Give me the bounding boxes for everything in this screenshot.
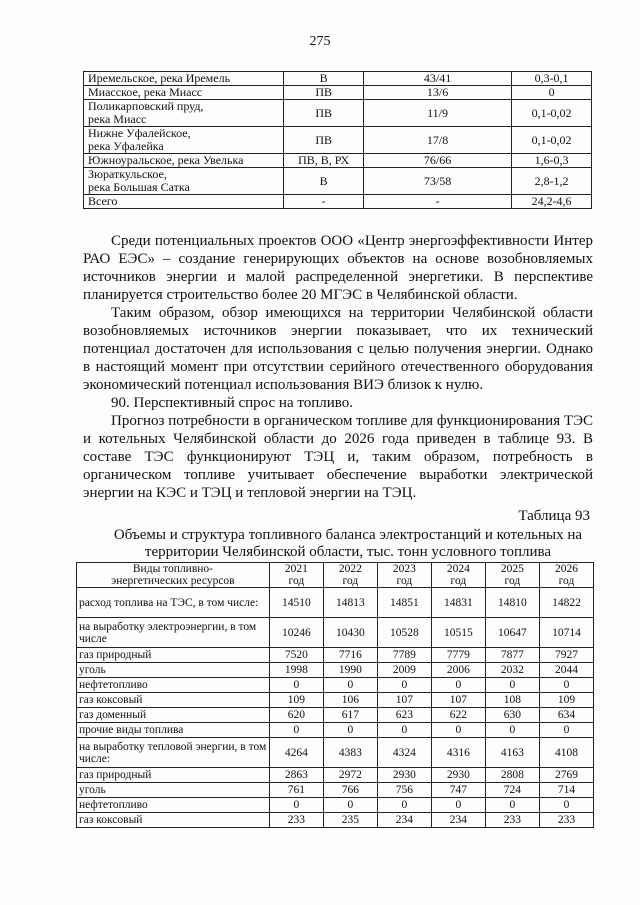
site-name-cell: Иремельское, река Иремель [84, 72, 284, 86]
table-row [77, 678, 594, 693]
value-cell: 0 [269, 723, 323, 738]
resource-name-cell: прочие виды топлива [77, 723, 270, 738]
value-cell: 724 [485, 783, 539, 798]
year-header-cell: 2022 год [323, 563, 377, 588]
value-cell: 107 [431, 693, 485, 708]
value-cell: 7927 [539, 648, 593, 663]
value-cell: 0 [431, 723, 485, 738]
type-cell: ПВ [284, 86, 364, 100]
value-cell: 7877 [485, 648, 539, 663]
count-cell: 13/6 [364, 86, 512, 100]
table-row [77, 768, 594, 783]
value-cell: 0 [323, 678, 377, 693]
value-cell: 4316 [431, 738, 485, 768]
count-cell: 11/9 [364, 100, 512, 127]
value-cell: 234 [431, 813, 485, 828]
value-cell: 10714 [539, 618, 593, 648]
table-row [77, 648, 594, 663]
year-header-cell: 2021 год [269, 563, 323, 588]
value-cell: 0 [269, 678, 323, 693]
value-cell: 0 [431, 678, 485, 693]
paragraph: Таким образом, обзор имеющихся на территории Челябинской области возобновляемых источников энергии показывает, что их технический потенциал достаточен для использования с целью получения энергии. Однако в настоящий момент при отсутствии серийного отечественного оборудования экономический потенциал использования ВИЭ близок к нулю. [83, 305, 593, 393]
value-cell: 14813 [323, 588, 377, 618]
value-cell: 10246 [269, 618, 323, 648]
value-cell: 630 [485, 708, 539, 723]
table-row [77, 783, 594, 798]
page-number: 275 [309, 34, 331, 49]
value-cell: 0 [431, 798, 485, 813]
paragraph: 90. Перспективный спрос на топливо. [111, 395, 353, 411]
site-name-cell: Зюраткульское, река Большая Сатка [84, 168, 284, 195]
value-cell: 2006 [431, 663, 485, 678]
resource-name-cell: на выработку тепловой энергии, в том числе: [77, 738, 270, 768]
site-name-cell: Поликарповский пруд, река Миасс [84, 100, 284, 127]
table-row [77, 723, 594, 738]
year-header-cell: 2023 год [377, 563, 431, 588]
value-cell: 2009 [377, 663, 431, 678]
header-cell: Виды топливно- энергетических ресурсов [77, 563, 270, 588]
value-cell: 0 [485, 723, 539, 738]
paragraph: Прогноз потребности в органическом топливе для функционирования ТЭС и котельных Челябинской области до 2026 года приведен в таблице 93. В составе ТЭС функционируют ТЭЦ и, таким образом, потребность в органическом топливе учитывает обеспечение выработки электрической энергии на КЭС и ТЭЦ и тепловой энергии на ТЭЦ. [83, 413, 593, 501]
value-cell: 4324 [377, 738, 431, 768]
value-cell: 4383 [323, 738, 377, 768]
value-cell: 4108 [539, 738, 593, 768]
value-cell: 14810 [485, 588, 539, 618]
table-row [77, 588, 594, 618]
value-cell: 233 [269, 813, 323, 828]
value-cell: 108 [485, 693, 539, 708]
fuel-balance-table [76, 562, 594, 828]
value-cell: 7789 [377, 648, 431, 663]
value-cell: 106 [323, 693, 377, 708]
site-name-cell: Всего [84, 195, 284, 209]
value-cell: 0 [323, 798, 377, 813]
table-row [84, 154, 592, 168]
value-cell: 747 [431, 783, 485, 798]
value-cell: 0 [512, 86, 592, 100]
value-cell: 0 [377, 723, 431, 738]
table-row [77, 618, 594, 648]
table-row [77, 708, 594, 723]
value-cell: 622 [431, 708, 485, 723]
count-cell: 17/8 [364, 127, 512, 154]
resource-name-cell: газ коксовый [77, 813, 270, 828]
resource-name-cell: на выработку электроэнергии, в том числе [77, 618, 270, 648]
value-cell: 761 [269, 783, 323, 798]
value-cell: 0 [485, 678, 539, 693]
value-cell: 233 [539, 813, 593, 828]
value-cell: 2972 [323, 768, 377, 783]
value-cell: 7520 [269, 648, 323, 663]
type-cell: В [284, 72, 364, 86]
value-cell: 234 [377, 813, 431, 828]
value-cell: 2032 [485, 663, 539, 678]
value-cell: 0 [539, 798, 593, 813]
value-cell: 7716 [323, 648, 377, 663]
table-row [84, 127, 592, 154]
value-cell: 617 [323, 708, 377, 723]
count-cell: - [364, 195, 512, 209]
resource-name-cell: газ коксовый [77, 693, 270, 708]
value-cell: 634 [539, 708, 593, 723]
value-cell: 14831 [431, 588, 485, 618]
resource-name-cell: газ природный [77, 768, 270, 783]
year-header-cell: 2024 год [431, 563, 485, 588]
value-cell: 0 [539, 678, 593, 693]
value-cell: 1998 [269, 663, 323, 678]
value-cell: 0 [377, 798, 431, 813]
count-cell: 43/41 [364, 72, 512, 86]
value-cell: 0 [485, 798, 539, 813]
value-cell: 620 [269, 708, 323, 723]
type-cell: ПВ, В, РХ [284, 154, 364, 168]
hydro-sites-table [83, 71, 592, 209]
value-cell: 714 [539, 783, 593, 798]
value-cell: 109 [539, 693, 593, 708]
table-row [77, 693, 594, 708]
value-cell: 2808 [485, 768, 539, 783]
value-cell: 623 [377, 708, 431, 723]
resource-name-cell: газ доменный [77, 708, 270, 723]
value-cell: 2930 [377, 768, 431, 783]
type-cell: ПВ [284, 127, 364, 154]
count-cell: 73/58 [364, 168, 512, 195]
value-cell: 2769 [539, 768, 593, 783]
table-row [84, 100, 592, 127]
value-cell: 14851 [377, 588, 431, 618]
value-cell: 0 [269, 798, 323, 813]
type-cell: - [284, 195, 364, 209]
value-cell: 0 [323, 723, 377, 738]
value-cell: 2863 [269, 768, 323, 783]
value-cell: 2930 [431, 768, 485, 783]
resource-name-cell: газ природный [77, 648, 270, 663]
table-row [77, 798, 594, 813]
resource-name-cell: расход топлива на ТЭС, в том числе: [77, 588, 270, 618]
table-label: Таблица 93 [518, 508, 590, 524]
value-cell: 4264 [269, 738, 323, 768]
table-row [84, 72, 592, 86]
body-text [83, 232, 593, 502]
value-cell: 107 [377, 693, 431, 708]
site-name-cell: Нижне Уфалейское, река Уфалейка [84, 127, 284, 154]
table-title: Объемы и структура топливного баланса электростанций и котельных на территории Челябинской области, тыс. тонн условного топлива [113, 527, 583, 560]
table-row [84, 168, 592, 195]
value-cell: 0,1-0,02 [512, 127, 592, 154]
type-cell: ПВ [284, 100, 364, 127]
resource-name-cell: нефтетопливо [77, 678, 270, 693]
value-cell: 14822 [539, 588, 593, 618]
table-row [77, 738, 594, 768]
count-cell: 76/66 [364, 154, 512, 168]
value-cell: 10430 [323, 618, 377, 648]
value-cell: 1990 [323, 663, 377, 678]
value-cell: 7779 [431, 648, 485, 663]
value-cell: 10647 [485, 618, 539, 648]
value-cell: 0 [539, 723, 593, 738]
value-cell: 14510 [269, 588, 323, 618]
value-cell: 0 [377, 678, 431, 693]
value-cell: 4163 [485, 738, 539, 768]
value-cell: 756 [377, 783, 431, 798]
value-cell: 766 [323, 783, 377, 798]
value-cell: 2044 [539, 663, 593, 678]
value-cell: 24,2-4,6 [512, 195, 592, 209]
value-cell: 1,6-0,3 [512, 154, 592, 168]
resource-name-cell: уголь [77, 783, 270, 798]
value-cell: 0,3-0,1 [512, 72, 592, 86]
resource-name-cell: нефтетопливо [77, 798, 270, 813]
value-cell: 235 [323, 813, 377, 828]
site-name-cell: Миасское, река Миасс [84, 86, 284, 100]
table-row [77, 663, 594, 678]
table-row [77, 813, 594, 828]
value-cell: 10515 [431, 618, 485, 648]
value-cell: 109 [269, 693, 323, 708]
type-cell: В [284, 168, 364, 195]
value-cell: 2,8-1,2 [512, 168, 592, 195]
value-cell: 233 [485, 813, 539, 828]
resource-name-cell: уголь [77, 663, 270, 678]
value-cell: 0,1-0,02 [512, 100, 592, 127]
year-header-cell: 2026 год [539, 563, 593, 588]
table-row [84, 86, 592, 100]
site-name-cell: Южноуральское, река Увелька [84, 154, 284, 168]
year-header-cell: 2025 год [485, 563, 539, 588]
paragraph: Среди потенциальных проектов ООО «Центр энергоэффективности Интер РАО ЕЭС» – создание генерирующих объектов на основе возобновляемых источников энергии и малой распределенной энергетики. В перспективе планируется строительство более 20 МГЭС в Челябинской области. [83, 233, 593, 303]
value-cell: 10528 [377, 618, 431, 648]
table-row [84, 195, 592, 209]
